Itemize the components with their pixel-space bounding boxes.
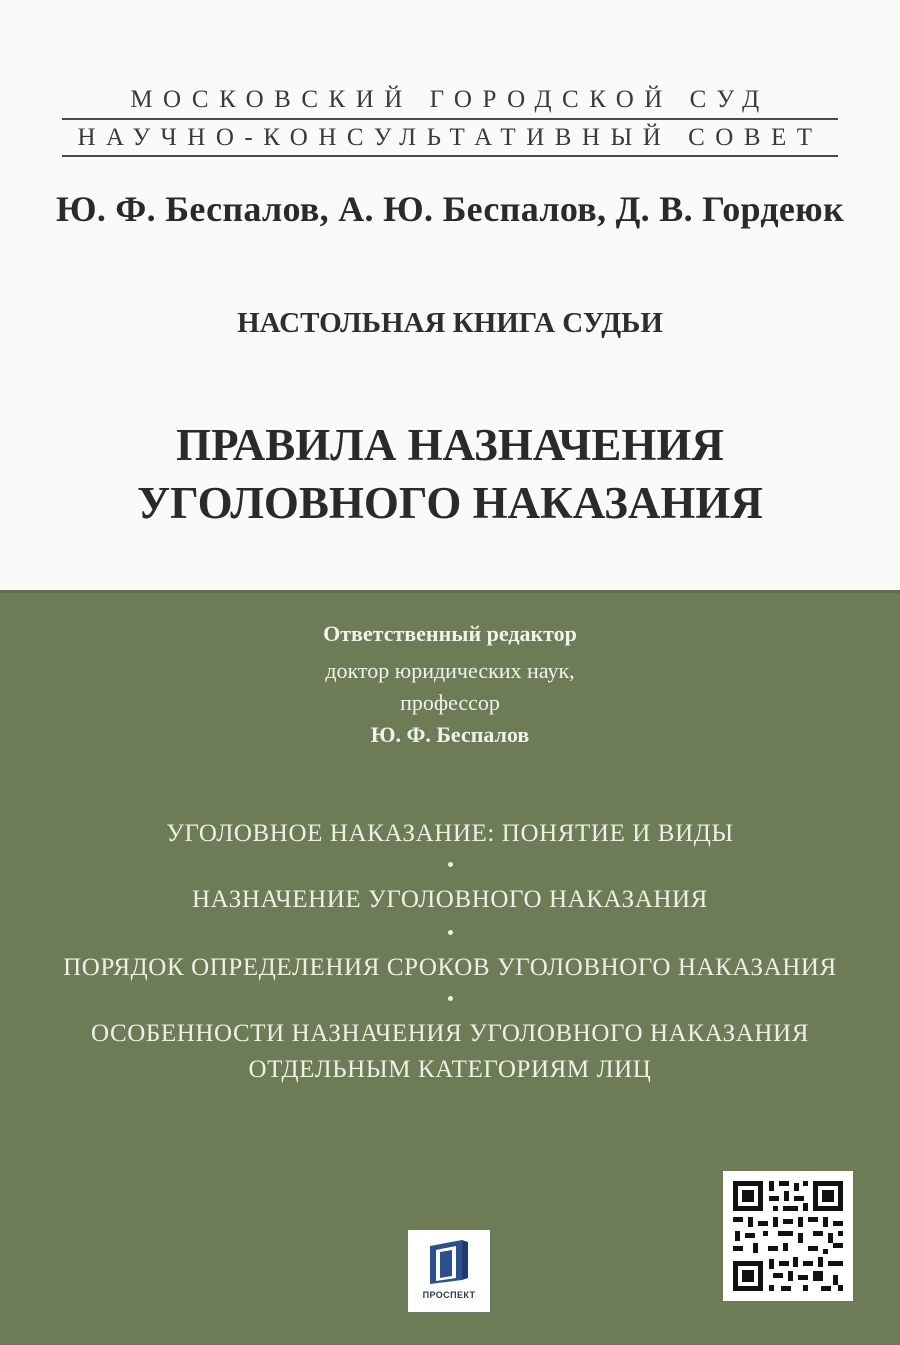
organization-court: МОСКОВСКИЙ ГОРОДСКОЙ СУД bbox=[130, 86, 770, 113]
topic-item: УГОЛОВНОЕ НАКАЗАНИЕ: ПОНЯТИЕ И ВИДЫ bbox=[166, 820, 734, 847]
publisher-logo bbox=[408, 1230, 490, 1312]
topic-separator-dot bbox=[448, 930, 453, 935]
book-title bbox=[0, 416, 900, 532]
qr-code-graphic bbox=[723, 1171, 853, 1301]
divider-rule bbox=[62, 155, 838, 157]
organization-council: НАУЧНО-КОНСУЛЬТАТИВНЫЙ СОВЕТ bbox=[77, 124, 823, 151]
topic-separator-dot bbox=[448, 996, 453, 1001]
editor-degree: доктор юридических наук, bbox=[325, 658, 575, 683]
topic-item: ПОРЯДОК ОПРЕДЕЛЕНИЯ СРОКОВ УГОЛОВНОГО НАКАЗАНИЯ bbox=[63, 954, 837, 981]
book-series: НАСТОЛЬНАЯ КНИГА СУДЬИ bbox=[237, 307, 663, 339]
topic-item-multiline bbox=[0, 1016, 900, 1088]
topic-item-line: ОСОБЕННОСТИ НАЗНАЧЕНИЯ УГОЛОВНОГО НАКАЗАНИЯ bbox=[91, 1020, 809, 1047]
divider-rule bbox=[62, 118, 838, 120]
editor-rank: профессор bbox=[400, 690, 500, 715]
book-authors: Ю. Ф. Беспалов, А. Ю. Беспалов, Д. В. Гордеюк bbox=[56, 189, 844, 229]
editor-name: Ю. Ф. Беспалов bbox=[370, 722, 530, 747]
topic-item: НАЗНАЧЕНИЕ УГОЛОВНОГО НАКАЗАНИЯ bbox=[192, 886, 708, 913]
book-title-line: ПРАВИЛА НАЗНАЧЕНИЯ bbox=[176, 420, 724, 470]
editor-role: Ответственный редактор bbox=[323, 621, 577, 646]
book-title-line: УГОЛОВНОГО НАКАЗАНИЯ bbox=[137, 478, 763, 528]
band-edge bbox=[0, 590, 900, 593]
publisher-name: ПРОСПЕКТ bbox=[422, 1290, 476, 1300]
publisher-logo-icon bbox=[422, 1236, 476, 1286]
topic-item-line: ОТДЕЛЬНЫМ КАТЕГОРИЯМ ЛИЦ bbox=[248, 1056, 652, 1083]
topic-separator-dot bbox=[448, 862, 453, 867]
qr-code-icon bbox=[723, 1171, 853, 1301]
